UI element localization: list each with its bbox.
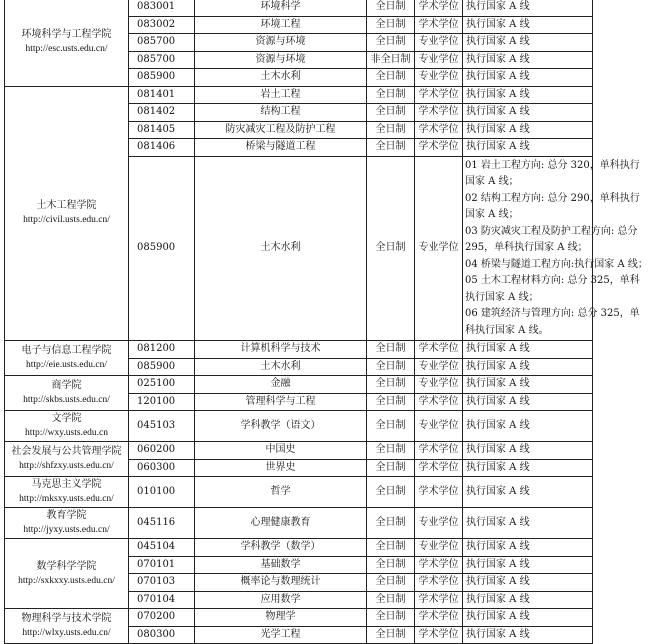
- score-note: 执行国家 A 线: [463, 139, 593, 157]
- program-major: 心理健康教育: [195, 508, 367, 539]
- college-cell: [5, 539, 129, 609]
- study-mode: 非全日制: [367, 51, 415, 69]
- degree-type: 学术学位: [415, 86, 463, 104]
- degree-type: 学术学位: [415, 609, 463, 627]
- college-name: 商学院: [51, 380, 82, 391]
- program-major: 计算机科学与技术: [195, 341, 367, 359]
- remark-line: 02 结构工程方向: 总分 290，单科执行: [465, 192, 640, 204]
- score-note: 执行国家 A 线: [463, 358, 593, 376]
- degree-type: 学术学位: [415, 459, 463, 477]
- program-major: 资源与环境: [195, 51, 367, 69]
- table-row: [5, 341, 593, 359]
- score-note: 执行国家 A 线: [463, 376, 593, 394]
- program-code: 081406: [129, 139, 195, 157]
- program-major: 环境科学: [195, 0, 367, 16]
- program-code: 085700: [129, 34, 195, 52]
- study-mode: 全日制: [367, 139, 415, 157]
- college-url-link[interactable]: http://skbs.usts.edu.cn/: [23, 395, 110, 405]
- score-note: 执行国家 A 线: [463, 341, 593, 359]
- college-url-link[interactable]: http://mksxy.usts.edu.cn/: [19, 494, 114, 504]
- study-mode: 全日制: [367, 393, 415, 411]
- program-code: 081402: [129, 104, 195, 122]
- score-note: 执行国家 A 线: [463, 609, 593, 627]
- program-major: 岩土工程: [195, 86, 367, 104]
- remark-line: 国家 A 线；: [465, 209, 519, 220]
- program-code: 085900: [129, 69, 195, 87]
- degree-type: 学术学位: [415, 0, 463, 16]
- program-code: 085900: [129, 156, 195, 341]
- college-url-link[interactable]: http://eie.usts.edu.cn/: [25, 360, 107, 370]
- study-mode: 全日制: [367, 121, 415, 139]
- score-note: 执行国家 A 线: [463, 393, 593, 411]
- program-major: 世界史: [195, 459, 367, 477]
- table-row: [5, 539, 593, 557]
- score-note: 执行国家 A 线: [463, 69, 593, 87]
- college-url-link[interactable]: http://jyxy.usts.edu.cn/: [23, 525, 110, 535]
- program-code: 010100: [129, 477, 195, 508]
- college-name: 社会发展与公共管理学院: [11, 446, 122, 457]
- study-mode: 全日制: [367, 556, 415, 574]
- program-major: 防灾减灾工程及防护工程: [195, 121, 367, 139]
- program-code: 083002: [129, 16, 195, 34]
- score-note: 执行国家 A 线: [463, 442, 593, 460]
- remark-line: 执行国家 A 线；: [465, 291, 539, 303]
- score-note: 执行国家 A 线: [463, 477, 593, 508]
- study-mode: 全日制: [367, 376, 415, 394]
- score-note: 执行国家 A 线: [463, 574, 593, 592]
- study-mode: 全日制: [367, 34, 415, 52]
- program-code: 045103: [129, 411, 195, 442]
- degree-type: 学术学位: [415, 341, 463, 359]
- program-major: 桥梁与隧道工程: [195, 139, 367, 157]
- college-url-link[interactable]: http://esc.usts.edu.cn/: [25, 44, 108, 55]
- study-mode: 全日制: [367, 411, 415, 442]
- table-row: [5, 508, 593, 539]
- score-note: 执行国家 A 线: [463, 86, 593, 104]
- program-major: 基础数学: [195, 556, 367, 574]
- admission-score-table: [4, 0, 648, 644]
- degree-type: 学术学位: [415, 591, 463, 609]
- table-row: [5, 86, 593, 104]
- program-code: 081200: [129, 341, 195, 359]
- table-row: [5, 477, 593, 508]
- college-name: 教育学院: [46, 510, 87, 521]
- program-major: 管理科学与工程: [195, 393, 367, 411]
- college-name: 马克思主义学院: [31, 479, 102, 490]
- program-major: 环境工程: [195, 16, 367, 34]
- degree-type: 专业学位: [415, 411, 463, 442]
- college-name: 环境科学与工程学院: [21, 29, 112, 41]
- study-mode: 全日制: [367, 358, 415, 376]
- table-row: [5, 442, 593, 460]
- remark-line: 06 建筑经济与管理方向: 总分 325，单: [465, 308, 640, 319]
- study-mode: 全日制: [367, 69, 415, 87]
- score-note: 执行国家 A 线: [463, 34, 593, 52]
- program-code: 083001: [129, 0, 195, 16]
- remark-line: 04 桥梁与隧道工程方向:执行国家 A 线；: [465, 258, 648, 270]
- study-mode: 全日制: [367, 459, 415, 477]
- degree-type: 学术学位: [415, 556, 463, 574]
- degree-type: 专业学位: [415, 69, 463, 87]
- score-note: 执行国家 A 线: [463, 508, 593, 539]
- remark-line: 01 岩土工程方向: 总分 320，单科执行: [465, 159, 640, 171]
- program-major: 土木水利: [195, 69, 367, 87]
- degree-type: 学术学位: [415, 393, 463, 411]
- college-name: 土木工程学院: [36, 200, 97, 212]
- program-major: 土木水利: [195, 156, 367, 341]
- program-major: 资源与环境: [195, 34, 367, 52]
- study-mode: 全日制: [367, 16, 415, 34]
- college-name: 数学科学学院: [36, 560, 97, 572]
- college-url-link[interactable]: http://wxy.usts.edu.cn: [24, 428, 109, 438]
- study-mode: 全日制: [367, 341, 415, 359]
- score-note: 执行国家 A 线: [463, 539, 593, 557]
- table-row: [5, 411, 593, 442]
- study-mode: 全日制: [367, 86, 415, 104]
- degree-type: 专业学位: [415, 156, 463, 341]
- program-major: 金融: [195, 376, 367, 394]
- program-code: 045116: [129, 508, 195, 539]
- college-cell: [5, 477, 129, 508]
- program-code: 070101: [129, 556, 195, 574]
- score-note: 执行国家 A 线: [463, 411, 593, 442]
- table-row: [5, 376, 593, 394]
- college-name: 物理科学与技术学院: [21, 613, 112, 624]
- college-cell: [5, 609, 129, 644]
- college-url-link[interactable]: http://shfzxy.usts.edu.cn/: [19, 461, 114, 471]
- degree-type: 专业学位: [415, 376, 463, 394]
- remark-line: 03 防灾减灾工程及防护工程方向: 总分: [465, 225, 638, 237]
- score-note: 执行国家 A 线: [463, 591, 593, 609]
- degree-type: 专业学位: [415, 539, 463, 557]
- program-major: 光学工程: [195, 626, 367, 644]
- college-cell: [5, 86, 129, 341]
- score-note: 执行国家 A 线: [463, 459, 593, 477]
- remark-line: 295，单科执行国家 A 线；: [465, 242, 588, 253]
- program-code: 070200: [129, 609, 195, 627]
- program-major: 应用数学: [195, 591, 367, 609]
- study-mode: 全日制: [367, 626, 415, 644]
- program-major: 学科教学（语文）: [195, 411, 367, 442]
- college-url-link[interactable]: http://civil.usts.edu.cn/: [23, 215, 110, 226]
- program-major: 结构工程: [195, 104, 367, 122]
- study-mode: 全日制: [367, 574, 415, 592]
- degree-type: 学术学位: [415, 477, 463, 508]
- program-major: 哲学: [195, 477, 367, 508]
- degree-type: 学术学位: [415, 121, 463, 139]
- college-cell: [5, 411, 129, 442]
- direction-remarks: [463, 156, 648, 341]
- college-name: 文学院: [51, 413, 82, 424]
- study-mode: 全日制: [367, 104, 415, 122]
- score-note: 执行国家 A 线: [463, 626, 593, 644]
- table-row: [5, 0, 593, 16]
- remark-line: 国家 A 线；: [465, 176, 519, 187]
- degree-type: 学术学位: [415, 574, 463, 592]
- college-cell: [5, 508, 129, 539]
- college-name: 电子与信息工程学院: [21, 345, 112, 356]
- program-code: 085900: [129, 358, 195, 376]
- program-major: 物理学: [195, 609, 367, 627]
- program-code: 060200: [129, 442, 195, 460]
- remark-line: 科执行国家 A 线。: [465, 324, 549, 336]
- study-mode: 全日制: [367, 591, 415, 609]
- program-code: 085700: [129, 51, 195, 69]
- college-cell: [5, 442, 129, 477]
- degree-type: 专业学位: [415, 508, 463, 539]
- study-mode: 全日制: [367, 477, 415, 508]
- college-cell: [5, 376, 129, 411]
- program-major: 土木水利: [195, 358, 367, 376]
- degree-type: 学术学位: [415, 442, 463, 460]
- table-body: [5, 0, 648, 644]
- program-code: 025100: [129, 376, 195, 394]
- study-mode: 全日制: [367, 539, 415, 557]
- degree-type: 专业学位: [415, 358, 463, 376]
- score-note: 执行国家 A 线: [463, 104, 593, 122]
- table-row: [5, 609, 593, 627]
- study-mode: 全日制: [367, 508, 415, 539]
- college-cell: [5, 341, 129, 376]
- degree-type: 学术学位: [415, 104, 463, 122]
- program-code: 081405: [129, 121, 195, 139]
- program-code: 060300: [129, 459, 195, 477]
- degree-type: 学术学位: [415, 626, 463, 644]
- degree-type: 专业学位: [415, 51, 463, 69]
- program-code: 080300: [129, 626, 195, 644]
- program-code: 070103: [129, 574, 195, 592]
- score-note: 执行国家 A 线: [463, 121, 593, 139]
- score-note: 执行国家 A 线: [463, 51, 593, 69]
- degree-type: 学术学位: [415, 139, 463, 157]
- score-note: 执行国家 A 线: [463, 556, 593, 574]
- study-mode: 全日制: [367, 442, 415, 460]
- study-mode: 全日制: [367, 609, 415, 627]
- degree-type: 学术学位: [415, 16, 463, 34]
- program-code: 081401: [129, 86, 195, 104]
- score-note: 执行国家 A 线: [463, 16, 593, 34]
- program-major: 概率论与数理统计: [195, 574, 367, 592]
- college-cell: [5, 0, 129, 86]
- study-mode: 全日制: [367, 156, 415, 341]
- program-major: 学科教学（数学）: [195, 539, 367, 557]
- college-url-link[interactable]: http://wlxy.usts.edu.cn/: [22, 628, 111, 638]
- remark-line: 05 土木工程材料方向: 总分 325，单科: [465, 275, 640, 286]
- program-code: 120100: [129, 393, 195, 411]
- program-code: 070104: [129, 591, 195, 609]
- college-url-link[interactable]: http://sxkxxy.usts.edu.cn/: [18, 575, 115, 586]
- program-code: 045104: [129, 539, 195, 557]
- score-note: 执行国家 A 线: [463, 0, 593, 16]
- study-mode: 全日制: [367, 0, 415, 16]
- degree-type: 专业学位: [415, 34, 463, 52]
- program-major: 中国史: [195, 442, 367, 460]
